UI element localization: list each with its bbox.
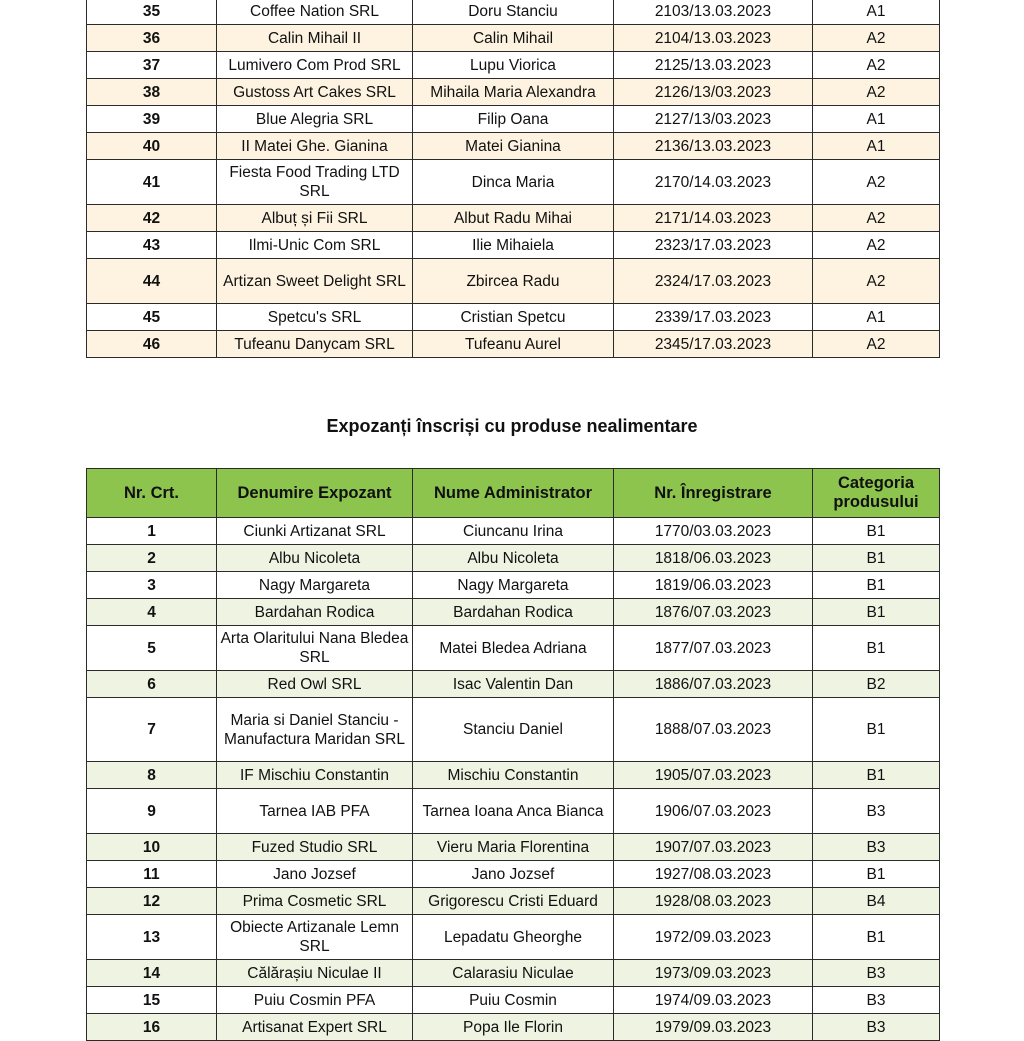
cell-administrator: Jano Jozsef [413,861,614,888]
cell-nr: 12 [87,888,217,915]
table-row [87,79,940,106]
cell-exhibitor-name: Artizan Sweet Delight SRL [217,259,413,304]
header-categoria-produsului: Categoria produsului [813,469,940,518]
cell-nr: 15 [87,987,217,1014]
cell-product-category: B3 [813,834,940,861]
cell-administrator: Isac Valentin Dan [413,671,614,698]
table-row [87,987,940,1014]
cell-administrator: Zbircea Radu [413,259,614,304]
cell-nr: 3 [87,572,217,599]
cell-registration-no: 1906/07.03.2023 [614,789,813,834]
cell-product-category: A1 [813,133,940,160]
cell-registration-no: 2136/13.03.2023 [614,133,813,160]
cell-registration-no: 1979/09.03.2023 [614,1014,813,1041]
cell-product-category: B1 [813,915,940,960]
cell-nr: 10 [87,834,217,861]
cell-nr: 39 [87,106,217,133]
cell-product-category: A2 [813,232,940,259]
cell-nr: 1 [87,518,217,545]
cell-registration-no: 1886/07.03.2023 [614,671,813,698]
cell-exhibitor-name: Lumivero Com Prod SRL [217,52,413,79]
cell-product-category: B3 [813,1014,940,1041]
cell-product-category: B3 [813,789,940,834]
cell-administrator: Ilie Mihaiela [413,232,614,259]
cell-registration-no: 1928/08.03.2023 [614,888,813,915]
table-row [87,160,940,205]
cell-registration-no: 2345/17.03.2023 [614,331,813,358]
cell-exhibitor-name: Bardahan Rodica [217,599,413,626]
cell-nr: 40 [87,133,217,160]
cell-product-category: A2 [813,205,940,232]
cell-nr: 6 [87,671,217,698]
cell-exhibitor-name: Nagy Margareta [217,572,413,599]
cell-exhibitor-name: Red Owl SRL [217,671,413,698]
table-row [87,304,940,331]
cell-product-category: B3 [813,960,940,987]
cell-registration-no: 2103/13.03.2023 [614,0,813,25]
cell-administrator: Grigorescu Cristi Eduard [413,888,614,915]
cell-administrator: Bardahan Rodica [413,599,614,626]
table-row [87,106,940,133]
cell-administrator: Cristian Spetcu [413,304,614,331]
cell-administrator: Tufeanu Aurel [413,331,614,358]
cell-registration-no: 2171/14.03.2023 [614,205,813,232]
cell-nr: 44 [87,259,217,304]
cell-exhibitor-name: Jano Jozsef [217,861,413,888]
cell-administrator: Mischiu Constantin [413,762,614,789]
cell-product-category: B1 [813,518,940,545]
cell-exhibitor-name: Călărașiu Niculae II [217,960,413,987]
cell-nr: 14 [87,960,217,987]
header-nr-crt: Nr. Crt. [87,469,217,518]
cell-administrator: Albu Nicoleta [413,545,614,572]
cell-exhibitor-name: Coffee Nation SRL [217,0,413,25]
cell-administrator: Nagy Margareta [413,572,614,599]
cell-exhibitor-name: Ciunki Artizanat SRL [217,518,413,545]
table-row [87,888,940,915]
table-row [87,518,940,545]
cell-administrator: Vieru Maria Florentina [413,834,614,861]
cell-product-category: B1 [813,698,940,762]
table-row [87,915,940,960]
cell-administrator: Filip Oana [413,106,614,133]
cell-nr: 41 [87,160,217,205]
cell-product-category: A2 [813,259,940,304]
table-row [87,331,940,358]
cell-nr: 42 [87,205,217,232]
cell-nr: 9 [87,789,217,834]
table-row [87,960,940,987]
table-row [87,259,940,304]
table-row [87,0,940,25]
table-row [87,25,940,52]
table-row [87,572,940,599]
cell-nr: 36 [87,25,217,52]
cell-registration-no: 1972/09.03.2023 [614,915,813,960]
cell-registration-no: 1888/07.03.2023 [614,698,813,762]
cell-registration-no: 1819/06.03.2023 [614,572,813,599]
cell-exhibitor-name: Albuț și Fii SRL [217,205,413,232]
cell-product-category: A2 [813,160,940,205]
cell-exhibitor-name: Puiu Cosmin PFA [217,987,413,1014]
cell-product-category: B2 [813,671,940,698]
cell-administrator: Lupu Viorica [413,52,614,79]
table-row [87,599,940,626]
table-row [87,861,940,888]
cell-administrator: Matei Bledea Adriana [413,626,614,671]
table-header-row [87,469,940,518]
table-row [87,671,940,698]
cell-administrator: Calarasiu Niculae [413,960,614,987]
cell-exhibitor-name: Blue Alegria SRL [217,106,413,133]
cell-administrator: Albut Radu Mihai [413,205,614,232]
cell-exhibitor-name: Fuzed Studio SRL [217,834,413,861]
cell-registration-no: 2323/17.03.2023 [614,232,813,259]
cell-exhibitor-name: Maria si Daniel Stanciu - Manufactura Maridan SRL [217,698,413,762]
table-row [87,1014,940,1041]
cell-registration-no: 2125/13.03.2023 [614,52,813,79]
cell-registration-no: 2104/13.03.2023 [614,25,813,52]
cell-registration-no: 1907/07.03.2023 [614,834,813,861]
cell-product-category: B1 [813,545,940,572]
cell-administrator: Mihaila Maria Alexandra [413,79,614,106]
cell-nr: 2 [87,545,217,572]
cell-nr: 16 [87,1014,217,1041]
cell-exhibitor-name: Calin Mihail II [217,25,413,52]
table-row [87,205,940,232]
cell-registration-no: 1876/07.03.2023 [614,599,813,626]
cell-registration-no: 2339/17.03.2023 [614,304,813,331]
cell-registration-no: 1974/09.03.2023 [614,987,813,1014]
cell-registration-no: 1770/03.03.2023 [614,518,813,545]
cell-product-category: B1 [813,762,940,789]
cell-exhibitor-name: Tarnea IAB PFA [217,789,413,834]
cell-product-category: B4 [813,888,940,915]
cell-product-category: A2 [813,79,940,106]
cell-exhibitor-name: Arta Olaritului Nana Bledea SRL [217,626,413,671]
cell-product-category: B1 [813,599,940,626]
table-row [87,133,940,160]
table-row [87,545,940,572]
cell-registration-no: 2127/13/03.2023 [614,106,813,133]
cell-nr: 43 [87,232,217,259]
cell-product-category: B3 [813,987,940,1014]
cell-exhibitor-name: Gustoss Art Cakes SRL [217,79,413,106]
cell-exhibitor-name: Prima Cosmetic SRL [217,888,413,915]
nonfood-exhibitors-table [86,468,940,1041]
cell-nr: 4 [87,599,217,626]
cell-administrator: Stanciu Daniel [413,698,614,762]
cell-exhibitor-name: II Matei Ghe. Gianina [217,133,413,160]
cell-exhibitor-name: Tufeanu Danycam SRL [217,331,413,358]
cell-nr: 38 [87,79,217,106]
cell-registration-no: 2126/13/03.2023 [614,79,813,106]
table-row [87,789,940,834]
cell-nr: 7 [87,698,217,762]
cell-registration-no: 1877/07.03.2023 [614,626,813,671]
table-row [87,834,940,861]
cell-product-category: B1 [813,861,940,888]
cell-administrator: Puiu Cosmin [413,987,614,1014]
cell-exhibitor-name: Fiesta Food Trading LTD SRL [217,160,413,205]
cell-product-category: A2 [813,52,940,79]
cell-exhibitor-name: Ilmi-Unic Com SRL [217,232,413,259]
table-row [87,762,940,789]
cell-administrator: Calin Mihail [413,25,614,52]
table-row [87,52,940,79]
cell-nr: 5 [87,626,217,671]
cell-product-category: B1 [813,626,940,671]
cell-exhibitor-name: Obiecte Artizanale Lemn SRL [217,915,413,960]
cell-nr: 35 [87,0,217,25]
cell-exhibitor-name: IF Mischiu Constantin [217,762,413,789]
cell-nr: 13 [87,915,217,960]
cell-registration-no: 1905/07.03.2023 [614,762,813,789]
cell-product-category: A1 [813,304,940,331]
cell-administrator: Lepadatu Gheorghe [413,915,614,960]
cell-product-category: A1 [813,0,940,25]
cell-nr: 45 [87,304,217,331]
cell-nr: 8 [87,762,217,789]
cell-exhibitor-name: Spetcu's SRL [217,304,413,331]
cell-product-category: B1 [813,572,940,599]
cell-administrator: Dinca Maria [413,160,614,205]
cell-product-category: A2 [813,331,940,358]
cell-administrator: Popa Ile Florin [413,1014,614,1041]
table-row [87,626,940,671]
cell-administrator: Doru Stanciu [413,0,614,25]
food-exhibitors-table [86,0,940,358]
cell-registration-no: 1973/09.03.2023 [614,960,813,987]
header-nr-inregistrare: Nr. Înregistrare [614,469,813,518]
cell-exhibitor-name: Artisanat Expert SRL [217,1014,413,1041]
header-nume-administrator: Nume Administrator [413,469,614,518]
cell-administrator: Matei Gianina [413,133,614,160]
cell-nr: 11 [87,861,217,888]
table-row [87,698,940,762]
table-row [87,232,940,259]
cell-exhibitor-name: Albu Nicoleta [217,545,413,572]
cell-product-category: A1 [813,106,940,133]
cell-nr: 46 [87,331,217,358]
cell-registration-no: 1818/06.03.2023 [614,545,813,572]
cell-registration-no: 1927/08.03.2023 [614,861,813,888]
cell-registration-no: 2170/14.03.2023 [614,160,813,205]
cell-nr: 37 [87,52,217,79]
cell-product-category: A2 [813,25,940,52]
cell-registration-no: 2324/17.03.2023 [614,259,813,304]
nonfood-section-title: Expozanți înscriși cu produse nealimentare [326,416,698,436]
cell-administrator: Tarnea Ioana Anca Bianca [413,789,614,834]
cell-administrator: Ciuncanu Irina [413,518,614,545]
header-denumire-expozant: Denumire Expozant [217,469,413,518]
